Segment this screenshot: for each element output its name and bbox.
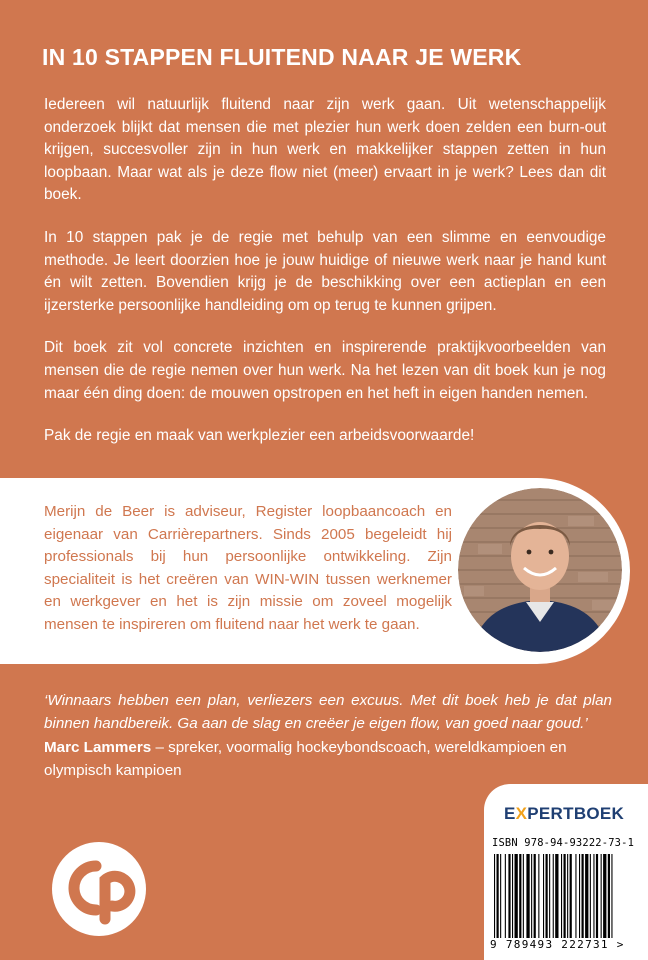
publisher-logo: EXPERTBOEK bbox=[504, 804, 625, 823]
barcode-bar bbox=[590, 854, 591, 938]
barcode-bar bbox=[555, 854, 558, 938]
barcode-bar bbox=[564, 854, 566, 938]
barcode-bar bbox=[526, 854, 529, 938]
quote-text: ‘Winnaars hebben een plan, verliezers een excuus. Met dit boek heb je dat plan binnen handbereik. Ga aan de slag en creëer je eigen flow, van goed naar goud.’ bbox=[44, 692, 612, 732]
barcode-bar bbox=[575, 854, 576, 938]
barcode-icon bbox=[492, 854, 642, 940]
barcode-bar bbox=[549, 854, 550, 938]
barcode-bar bbox=[608, 854, 610, 938]
barcode-bar bbox=[579, 854, 580, 938]
barcode-bar bbox=[534, 854, 536, 938]
barcode-bar bbox=[505, 854, 506, 938]
barcode-bar bbox=[500, 854, 501, 938]
barcode-bar bbox=[603, 854, 606, 938]
author-panel bbox=[0, 478, 630, 664]
blurb-paragraph: Dit boek zit vol concrete inzichten en inspirerende praktijkvoorbeelden van mensen die de regie nemen over hun werk. Na het lezen van dit boek kun je nog maar één ding doen: de mouwen opstropen en het heft in eigen handen nemen. bbox=[44, 339, 606, 402]
endorsement-quote bbox=[44, 690, 612, 782]
barcode-bar bbox=[585, 854, 588, 938]
blurb-paragraph: Pak de regie en maak van werkplezier een arbeidsvoorwaarde! bbox=[44, 427, 475, 445]
barcode-panel bbox=[484, 784, 648, 960]
barcode-bar bbox=[523, 854, 524, 938]
barcode-bar bbox=[561, 854, 562, 938]
barcode-bar bbox=[508, 854, 510, 938]
author-photo bbox=[458, 488, 622, 652]
barcode-bar bbox=[538, 854, 539, 938]
quote-attribution bbox=[44, 737, 612, 782]
quote-author-role: – spreker, voormalig hockeybondscoach, wereldkampioen en olympisch kampioen bbox=[44, 739, 567, 779]
barcode-bar bbox=[546, 854, 548, 938]
barcode-bar bbox=[497, 854, 499, 938]
isbn-label: ISBN 978-94-93222-73-1 bbox=[492, 837, 635, 849]
barcode-bar bbox=[515, 854, 518, 938]
barcode-bar bbox=[601, 854, 602, 938]
cp-logo-icon bbox=[52, 842, 146, 936]
barcode-bar bbox=[596, 854, 598, 938]
blurb-paragraph: Iedereen wil natuurlijk fluitend naar zijn werk gaan. Uit wetenschappelijk onderzoek blijkt dat mensen die met plezier hun werk doen zelden een burn-out krijgen, succesvoller zijn in hun werk en makkelijker stappen zetten in hun loopbaan. Maar wat als je deze flow niet (meer) ervaart in je werk? Lees dan dit boek. bbox=[44, 96, 606, 204]
author-bio: Merijn de Beer is adviseur, Register loopbaancoach en eigenaar van Carrièrepartners. Sinds 2005 begeleidt hij professionals bij hun persoonlijke ontwikkeling. Zijn specialiteit is het creëren van WIN-WIN tussen werknemer en werkgever en het is zijn missie om zoveel mogelijk mensen te inspireren om fluitend naar het werk te gaan. bbox=[44, 503, 452, 633]
barcode-bar bbox=[570, 854, 572, 938]
barcode-bar bbox=[593, 854, 594, 938]
barcode-number: 9 789493 222731 > bbox=[490, 938, 625, 951]
blurb bbox=[44, 94, 606, 468]
barcode-bar bbox=[494, 854, 495, 938]
barcode-bar bbox=[611, 854, 612, 938]
barcode-bar bbox=[567, 854, 568, 938]
back-cover-title: IN 10 STAPPEN FLUITEND NAAR JE WERK bbox=[42, 44, 522, 70]
barcode-bar bbox=[531, 854, 532, 938]
barcode-bar bbox=[519, 854, 521, 938]
barcode-bar bbox=[553, 854, 554, 938]
barcode-bar bbox=[543, 854, 544, 938]
quote-author-name: Marc Lammers bbox=[44, 739, 152, 757]
blurb-paragraph: In 10 stappen pak je de regie met behulp van een slimme en eenvoudige methode. Je leert doorzien hoe je jouw huidige of nieuwe werk naar je hand kunt én wilt zetten. Bovendien krijg je de beschikking over een actieplan en een ijzersterke persoonlijke handleiding om op terug te kunnen grijpen. bbox=[44, 228, 606, 314]
barcode-bar bbox=[512, 854, 513, 938]
barcode-bar bbox=[582, 854, 584, 938]
